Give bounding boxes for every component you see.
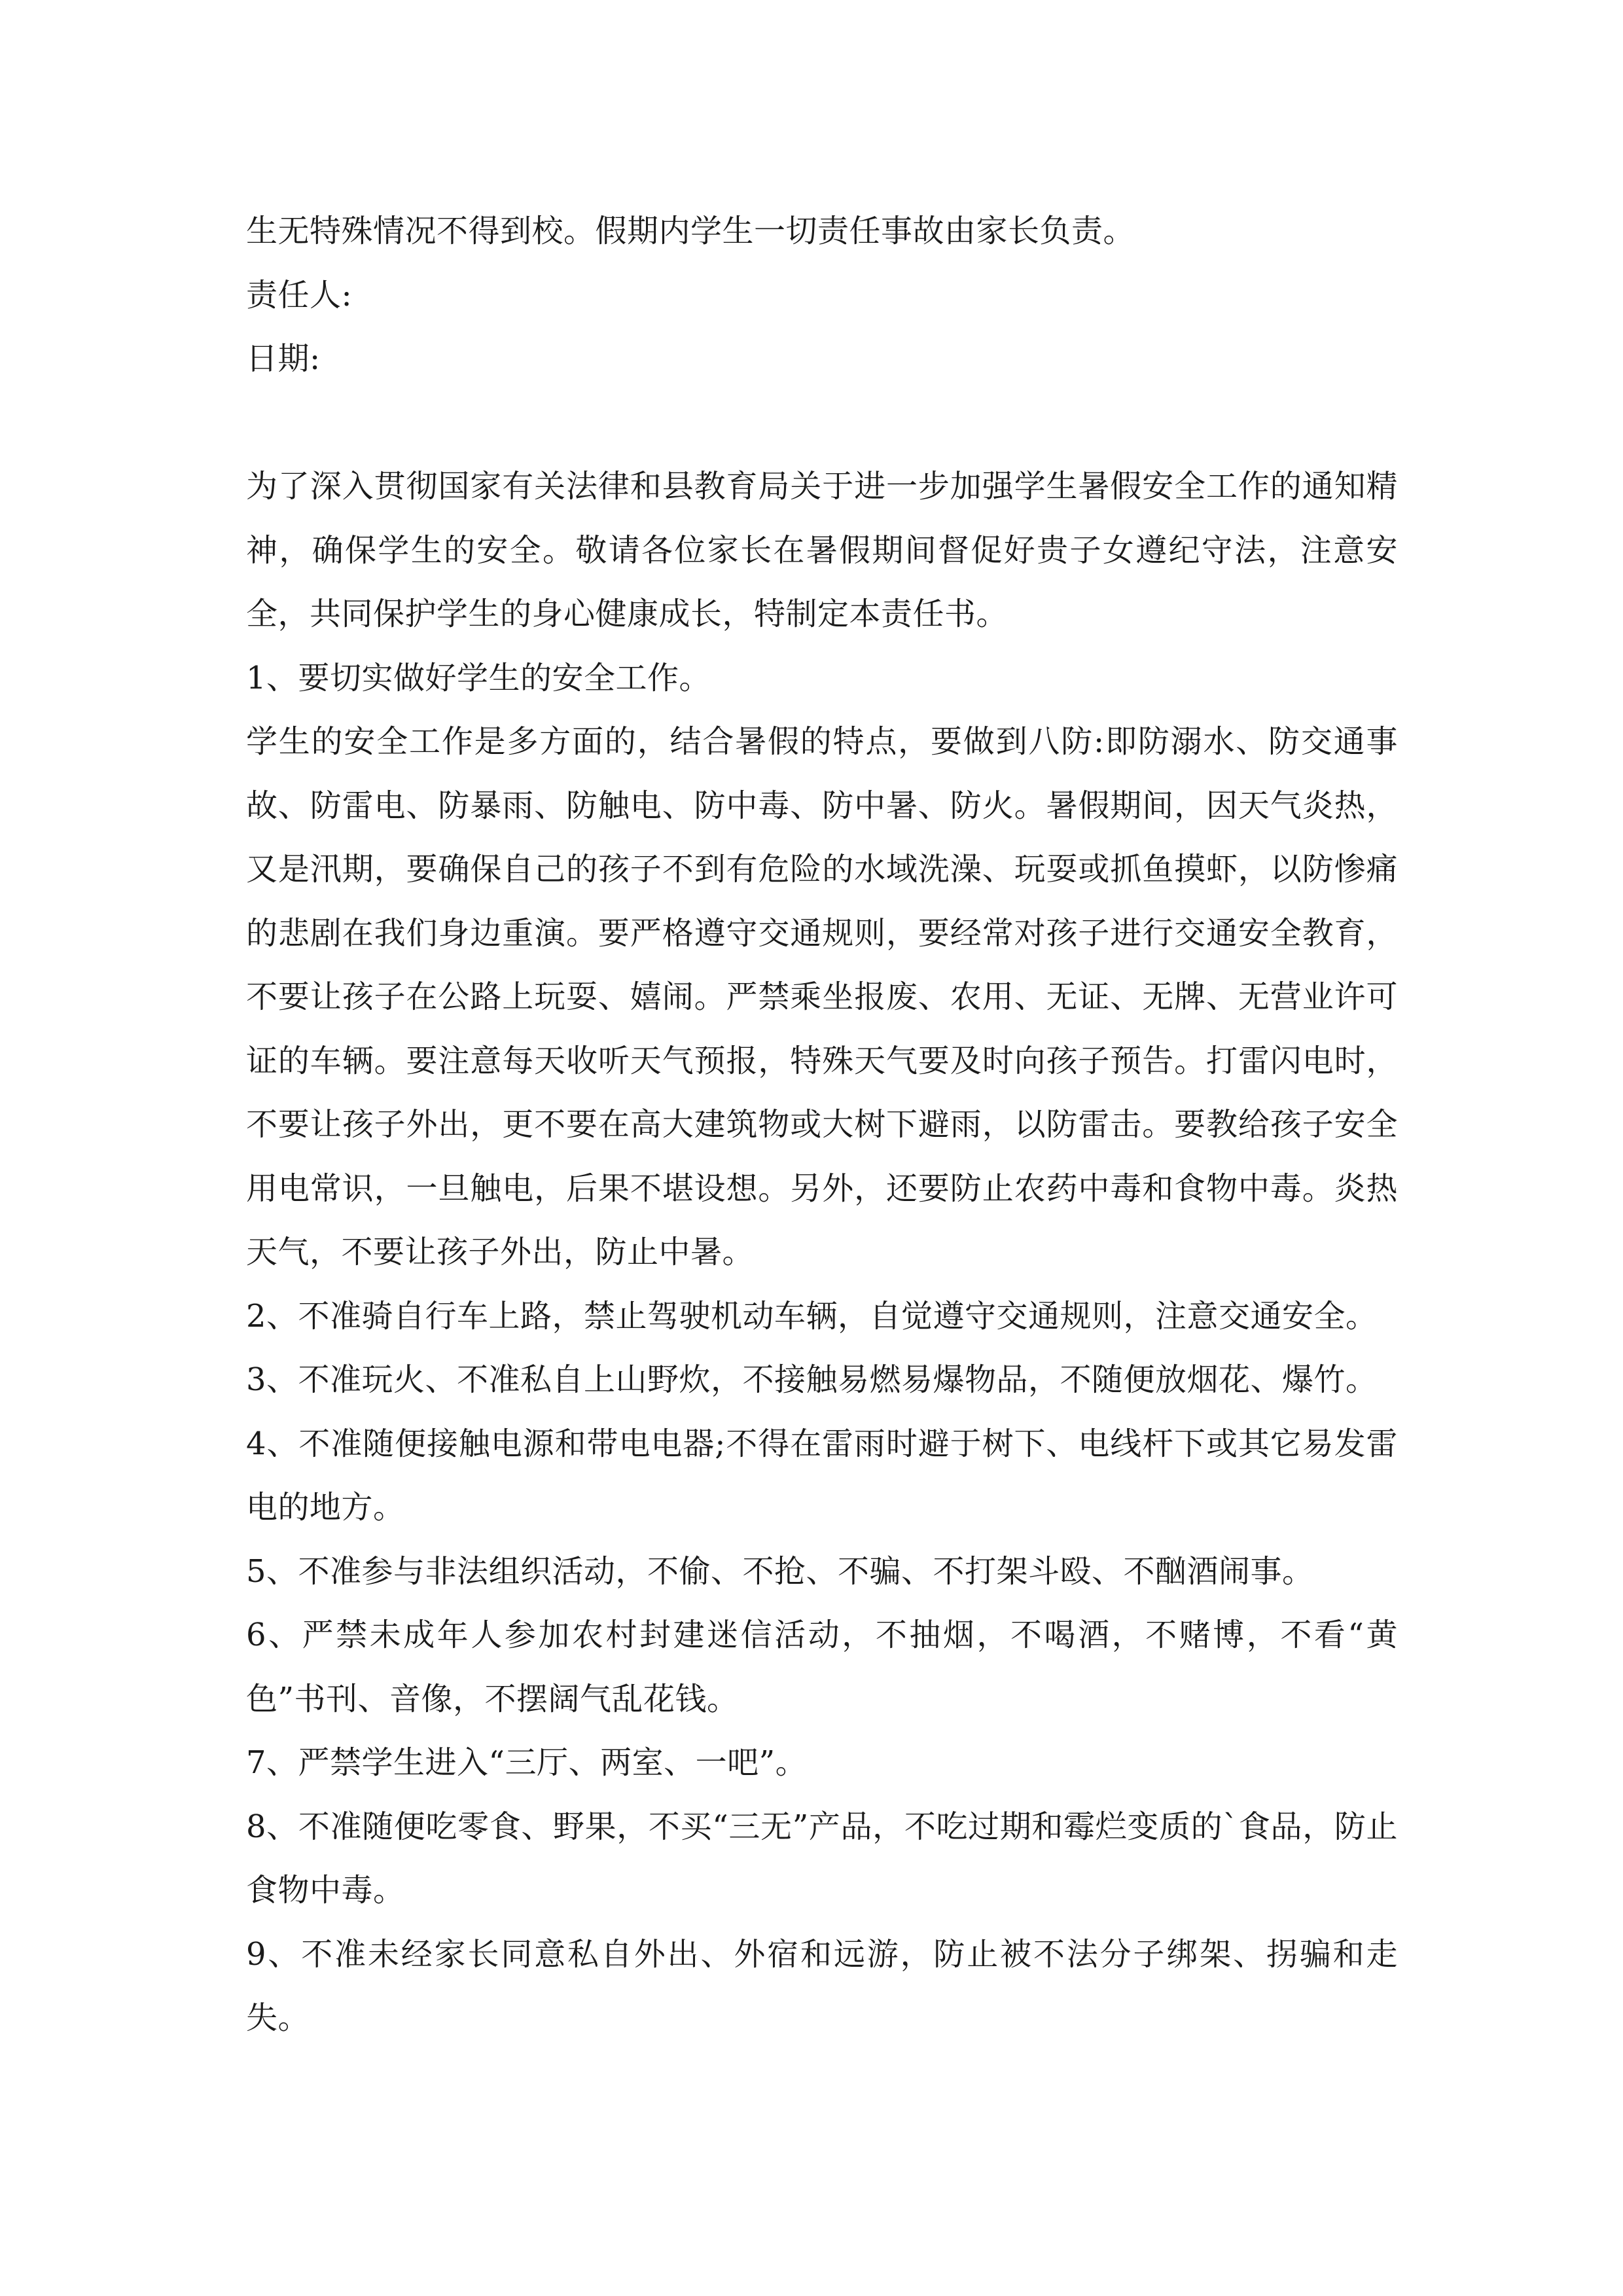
intro-paragraph: 为了深入贯彻国家有关法律和县教育局关于进一步加强学生暑假安全工作的通知精神，确保学生的安全。敬请各位家长在暑假期间督促好贵子女遵纪守法，注意安全，共同保护学生的身心健康成长，特制定本责任书。 — [246, 468, 1398, 632]
responsibility-letter-body — [246, 455, 1398, 2051]
date-label: 日期: — [246, 340, 321, 377]
continuation-line: 生无特殊情况不得到校。假期内学生一切责任事故由家长负责。 — [246, 213, 1135, 249]
top-section — [246, 200, 1398, 391]
item-1-detail: 学生的安全工作是多方面的，结合暑假的特点，要做到八防:即防溺水、防交通事故、防雷电、防暴雨、防触电、防中毒、防中暑、防火。暑假期间，因天气炎热，又是汛期，要确保自己的孩子不到有危险的水域洗澡、玩耍或抓鱼摸虾，以防惨痛的悲剧在我们身边重演。要严格遵守交通规则，要经常对孩子进行交通安全教育，不要让孩子在公路上玩耍、嬉闹。严禁乘坐报废、农用、无证、无牌、无营业许可证的车辆。要注意每天收听天气预报，特殊天气要及时向孩子预告。打雷闪电时，不要让孩子外出，更不要在高大建筑物或大树下避雨，以防雷击。要教给孩子安全用电常识，一旦触电，后果不堪设想。另外，还要防止农药中毒和食物中毒。炎热天气，不要让孩子外出，防止中暑。 — [246, 723, 1398, 1270]
item-9: 9、不准未经家长同意私自外出、外宿和远游，防止被不法分子绑架、拐骗和走失。 — [246, 1935, 1398, 2036]
responsible-person-label: 责任人: — [246, 276, 353, 314]
item-6: 6、严禁未成年人参加农村封建迷信活动，不抽烟，不喝酒，不赌博，不看“黄色”书刊、音像，不摆阔气乱花钱。 — [246, 1617, 1398, 1717]
item-1-heading: 1、要切实做好学生的安全工作。 — [246, 659, 711, 696]
item-4: 4、不准随便接触电源和带电电器;不得在雷雨时避于树下、电线杆下或其它易发雷电的地方。 — [246, 1425, 1398, 1526]
item-5: 5、不准参与非法组织活动，不偷、不抢、不骗、不打架斗殴、不酗酒闹事。 — [246, 1552, 1314, 1590]
item-2: 2、不准骑自行车上路，禁止驾驶机动车辆，自觉遵守交通规则，注意交通安全。 — [246, 1297, 1378, 1335]
item-3: 3、不准玩火、不准私自上山野炊，不接触易燃易爆物品，不随便放烟花、爆竹。 — [246, 1361, 1378, 1398]
item-8: 8、不准随便吃零食、野果，不买“三无”产品，不吃过期和霉烂变质的`食品，防止食物中毒。 — [246, 1808, 1398, 1909]
item-7: 7、严禁学生进入“三厅、两室、一吧”。 — [246, 1744, 808, 1781]
